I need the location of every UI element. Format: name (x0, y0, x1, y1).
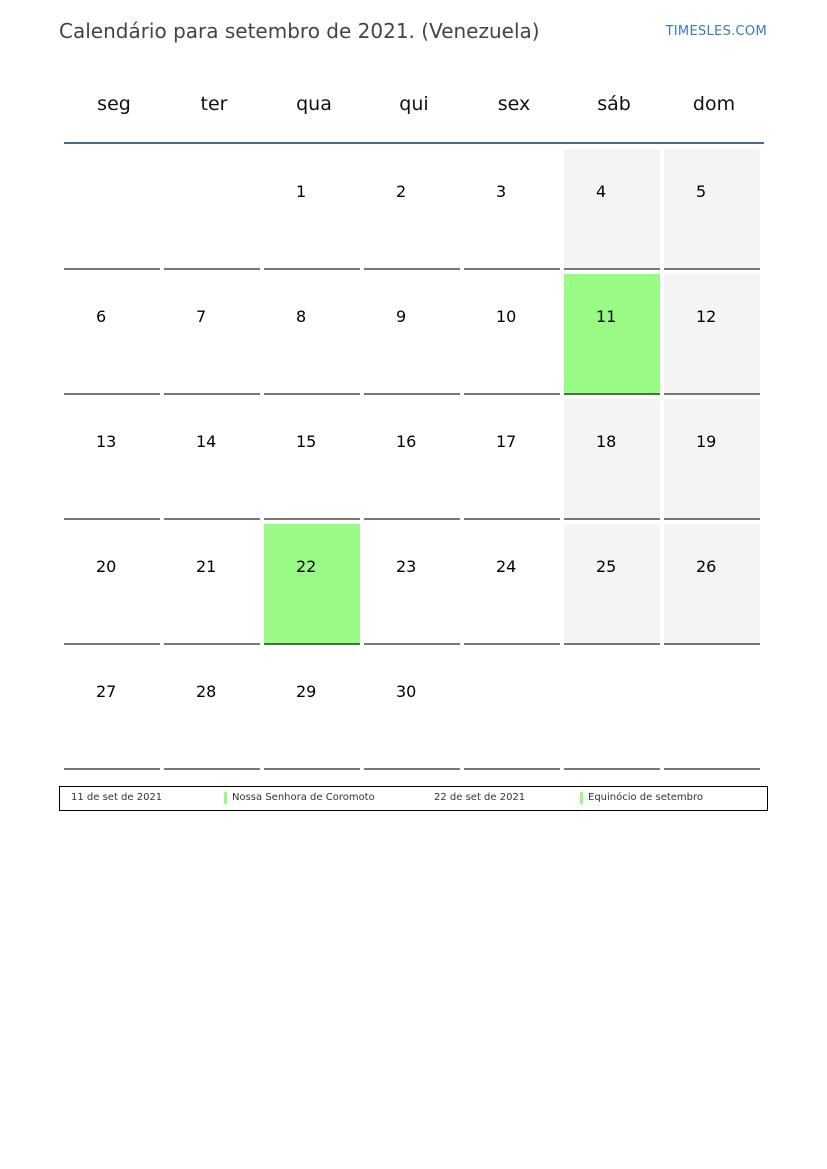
day-cell[interactable] (564, 149, 660, 270)
day-cell[interactable] (464, 399, 560, 520)
day-cell[interactable] (464, 274, 560, 395)
day-cell[interactable] (164, 274, 260, 395)
empty-day-cell (64, 149, 160, 270)
holiday-legend (59, 786, 768, 811)
calendar-grid (64, 149, 764, 770)
empty-day-cell (564, 649, 660, 770)
day-number: 16 (396, 432, 417, 451)
day-cell[interactable] (464, 524, 560, 645)
day-number: 15 (296, 432, 317, 451)
day-cell[interactable] (664, 274, 760, 395)
weekday-header (64, 66, 764, 142)
legend-label: Nossa Senhora de Coromoto (232, 792, 375, 803)
day-cell[interactable] (64, 274, 160, 395)
day-cell[interactable] (64, 649, 160, 770)
day-cell[interactable] (464, 149, 560, 270)
day-number: 29 (296, 682, 317, 701)
header-divider (64, 142, 764, 144)
day-number: 24 (496, 557, 517, 576)
brand-link[interactable]: TIMESLES.COM (665, 24, 767, 39)
day-cell[interactable] (264, 399, 360, 520)
weekday-monday: seg (97, 93, 131, 115)
day-number: 18 (596, 432, 617, 451)
day-number: 5 (696, 182, 707, 201)
weekday-tuesday: ter (200, 93, 228, 115)
day-cell[interactable] (364, 649, 460, 770)
day-cell[interactable] (564, 274, 660, 395)
day-cell[interactable] (64, 399, 160, 520)
day-number: 10 (496, 307, 517, 326)
day-cell[interactable] (564, 399, 660, 520)
legend-marker (224, 792, 227, 804)
weekday-friday: sex (497, 93, 531, 115)
day-number: 4 (596, 182, 607, 201)
day-number: 26 (696, 557, 717, 576)
day-number: 21 (196, 557, 217, 576)
legend-marker (580, 792, 583, 804)
day-number: 27 (96, 682, 117, 701)
day-number: 25 (596, 557, 617, 576)
day-cell[interactable] (364, 399, 460, 520)
day-cell[interactable] (664, 149, 760, 270)
day-cell[interactable] (264, 649, 360, 770)
day-cell[interactable] (264, 149, 360, 270)
day-number: 1 (296, 182, 307, 201)
empty-day-cell (664, 649, 760, 770)
day-number: 23 (396, 557, 417, 576)
day-number: 7 (196, 307, 207, 326)
legend-date: 11 de set de 2021 (71, 792, 163, 803)
page-title: Calendário para setembro de 2021. (Venezuela) (59, 19, 540, 43)
day-cell[interactable] (164, 399, 260, 520)
day-cell[interactable] (664, 524, 760, 645)
weekday-saturday: sáb (597, 93, 631, 115)
day-number: 22 (296, 557, 317, 576)
day-number: 12 (696, 307, 717, 326)
weekday-sunday: dom (692, 93, 736, 115)
day-number: 28 (196, 682, 217, 701)
day-cell[interactable] (164, 649, 260, 770)
legend-date: 22 de set de 2021 (434, 792, 526, 803)
day-cell[interactable] (364, 274, 460, 395)
day-number: 9 (396, 307, 407, 326)
day-number: 14 (196, 432, 217, 451)
day-cell[interactable] (364, 524, 460, 645)
day-number: 8 (296, 307, 307, 326)
day-number: 19 (696, 432, 717, 451)
day-number: 6 (96, 307, 107, 326)
day-number: 3 (496, 182, 507, 201)
weekday-thursday: qui (399, 93, 429, 115)
day-cell[interactable] (664, 399, 760, 520)
weekday-wednesday: qua (296, 93, 332, 115)
day-number: 2 (396, 182, 407, 201)
day-cell[interactable] (264, 524, 360, 645)
day-cell[interactable] (364, 149, 460, 270)
day-cell[interactable] (564, 524, 660, 645)
day-cell[interactable] (164, 524, 260, 645)
day-number: 20 (96, 557, 117, 576)
day-number: 13 (96, 432, 117, 451)
empty-day-cell (164, 149, 260, 270)
legend-label: Equinócio de setembro (588, 792, 704, 803)
day-number: 11 (596, 307, 617, 326)
day-cell[interactable] (264, 274, 360, 395)
day-number: 17 (496, 432, 517, 451)
empty-day-cell (464, 649, 560, 770)
day-cell[interactable] (64, 524, 160, 645)
day-number: 30 (396, 682, 417, 701)
